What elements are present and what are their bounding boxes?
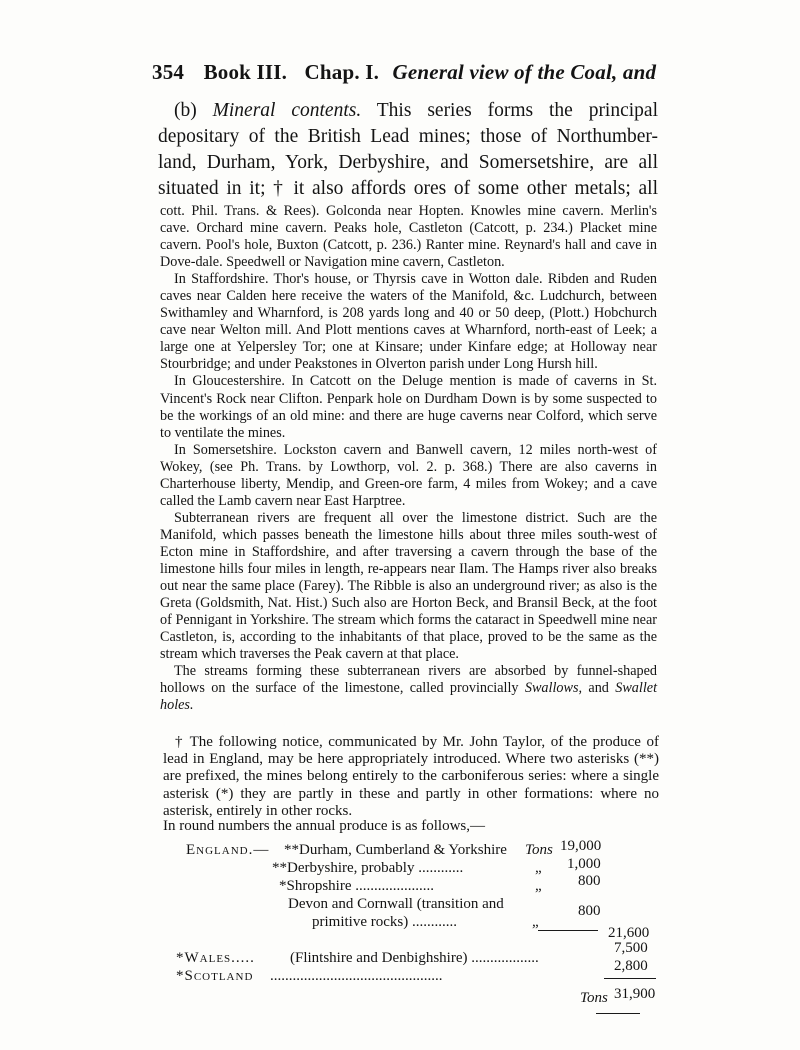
england-label: England.—: [186, 842, 270, 858]
note-paragraph: Subterranean rivers are frequent all over the limestone district. Such are the Manifold, which passes beneath the limestone hills about three miles south-west of Ecton mine in Staffordshire, and after traversing a cavern through the base of the limestone hills four miles in length, re-appears near Ilam. The Hamps river also breaks out near the same place (Farey). The Ribble is also an underground river; as also is the Greta (Goldsmith, Nat. Hist.) Such also are Horton Beck, and Bransil Beck, at the foot of Pennigant in Yorkshire. The stream which forms the cataract in Speedwell mine near Castleton, is, according to the inhabitants of that place, proved to be the same as the stream which traverses the Peak cavern at that place.: [160, 509, 657, 663]
produce-intro: In round numbers the annual produce is as follows,—: [163, 818, 486, 834]
footnote-text: † The following notice, communicated by Mr. John Taylor, of the produce of lead in England, may be here appropriately introduced. Where two asterisks (**) are prefixed, the mines belong entirely to the carboniferous series: where a single asterisk (*) they are partly in these and partly in other formations: where no asterisk, entirely in other rocks.: [163, 734, 659, 819]
note-text: The streams forming these subterranean rivers are absorbed by funnel-shaped hollows on the surface of the limestone, called provincially: [160, 663, 657, 697]
main-text-line-content: This series forms the principal: [376, 100, 658, 121]
scotland-value: 2,800: [614, 958, 648, 974]
row-label: **Derbyshire, probably ............: [272, 860, 464, 876]
section-heading: Mineral contents.: [212, 100, 362, 121]
wales-label: *Wales.....: [176, 950, 255, 966]
running-title: General view of the Coal, and: [392, 60, 657, 84]
main-text-line: depositary of the British Lead mines; those of Northumber-: [158, 126, 658, 147]
row-label: **Durham, Cumberland & Yorkshire: [284, 842, 507, 858]
subtotal-rule: [538, 930, 598, 931]
row-unit: „: [535, 860, 542, 876]
scotland-leader: ..............................................: [270, 968, 443, 984]
note-paragraph: cott. Phil. Trans. & Rees). Golconda near Hopten. Knowles mine cavern. Merlin's cave. Orchard mine cavern. Peaks hole, Castleton (Catcott, p. 234.) Placket mine cavern. Pool's hole, Buxton (Catcott, p. 236.) Ranter mine. Reynard's hall and cave in Dove-dale. Speedwell or Navigation mine cavern, Castleton.: [160, 203, 657, 271]
closing-rule: [596, 1013, 640, 1014]
main-text-line: situated in it; † it also affords ores of some other metals; all: [158, 178, 658, 199]
and-word: and: [588, 680, 609, 697]
row-value: 1,000: [567, 856, 601, 872]
note-paragraph: In Gloucestershire. In Catcott on the Deluge mention is made of caverns in St. Vincent's Rock near Clifton. Penpark hole on Durdham Down is by some suspected to be the workings of an old mine: and there are huge caverns near Colford, which serve to ventilate the mines.: [160, 373, 657, 441]
total-rule: [604, 978, 656, 979]
row-value: 800: [578, 873, 601, 889]
england-total: 21,600: [608, 925, 650, 941]
wales-detail: (Flintshire and Denbighshire) ..................: [290, 950, 539, 966]
page-number: 354: [152, 60, 185, 84]
row-label: *Shropshire .....................: [279, 878, 434, 894]
scotland-label: *Scotland: [176, 968, 254, 984]
term-swallet-holes: Swallet holes.: [160, 680, 658, 714]
grand-total: 31,900: [614, 986, 656, 1002]
row-unit: „: [535, 878, 542, 894]
row-label: primitive rocks) ............: [312, 914, 457, 930]
grand-total-unit: Tons: [580, 990, 608, 1006]
book-label: Book III.: [203, 60, 288, 84]
note-paragraph: In Staffordshire. Thor's house, or Thyrsis cave in Wotton dale. Ribden and Ruden caves near Calden here receive the waters of the Manifold, &c. Ludchurch, between Swithamley and Wharnford, is 208 yards long and 40 or 50 deep, (Plott.) Hobchurch cave near Welton mill. And Plott mentions caves at Wharnford, north-east of Leek; a large one at Yelpersley Tor; one at Kinsare; under Kinfare edge; at Holloway near Stourbridge; and under Peakstones in Olverton parish under Long Hursh hill.: [160, 271, 657, 373]
wales-value: 7,500: [614, 940, 648, 956]
row-label: Devon and Cornwall (transition and: [288, 896, 504, 912]
note-paragraph: In Somersetshire. Lockston cavern and Banwell cavern, 12 miles north-west of Wokey, (see Ph. Trans. by Lowthorp, vol. 2. p. 368.) There are also caverns in Charterhouse liberty, Mendip, and Green-ore farm, 4 miles from Wokey; and a cave called the Lamb cavern near East Harptree.: [160, 441, 657, 509]
main-text-line: land, Durham, York, Derbyshire, and Somersetshire, are all: [158, 152, 658, 173]
row-unit: Tons: [525, 842, 553, 858]
row-value: 800: [578, 903, 601, 919]
row-value: 19,000: [560, 838, 602, 854]
row-unit: „: [532, 914, 539, 930]
section-marker: (b): [174, 100, 197, 121]
chapter-label: Chap. I.: [304, 60, 380, 84]
term-swallows: Swallows,: [524, 680, 583, 697]
